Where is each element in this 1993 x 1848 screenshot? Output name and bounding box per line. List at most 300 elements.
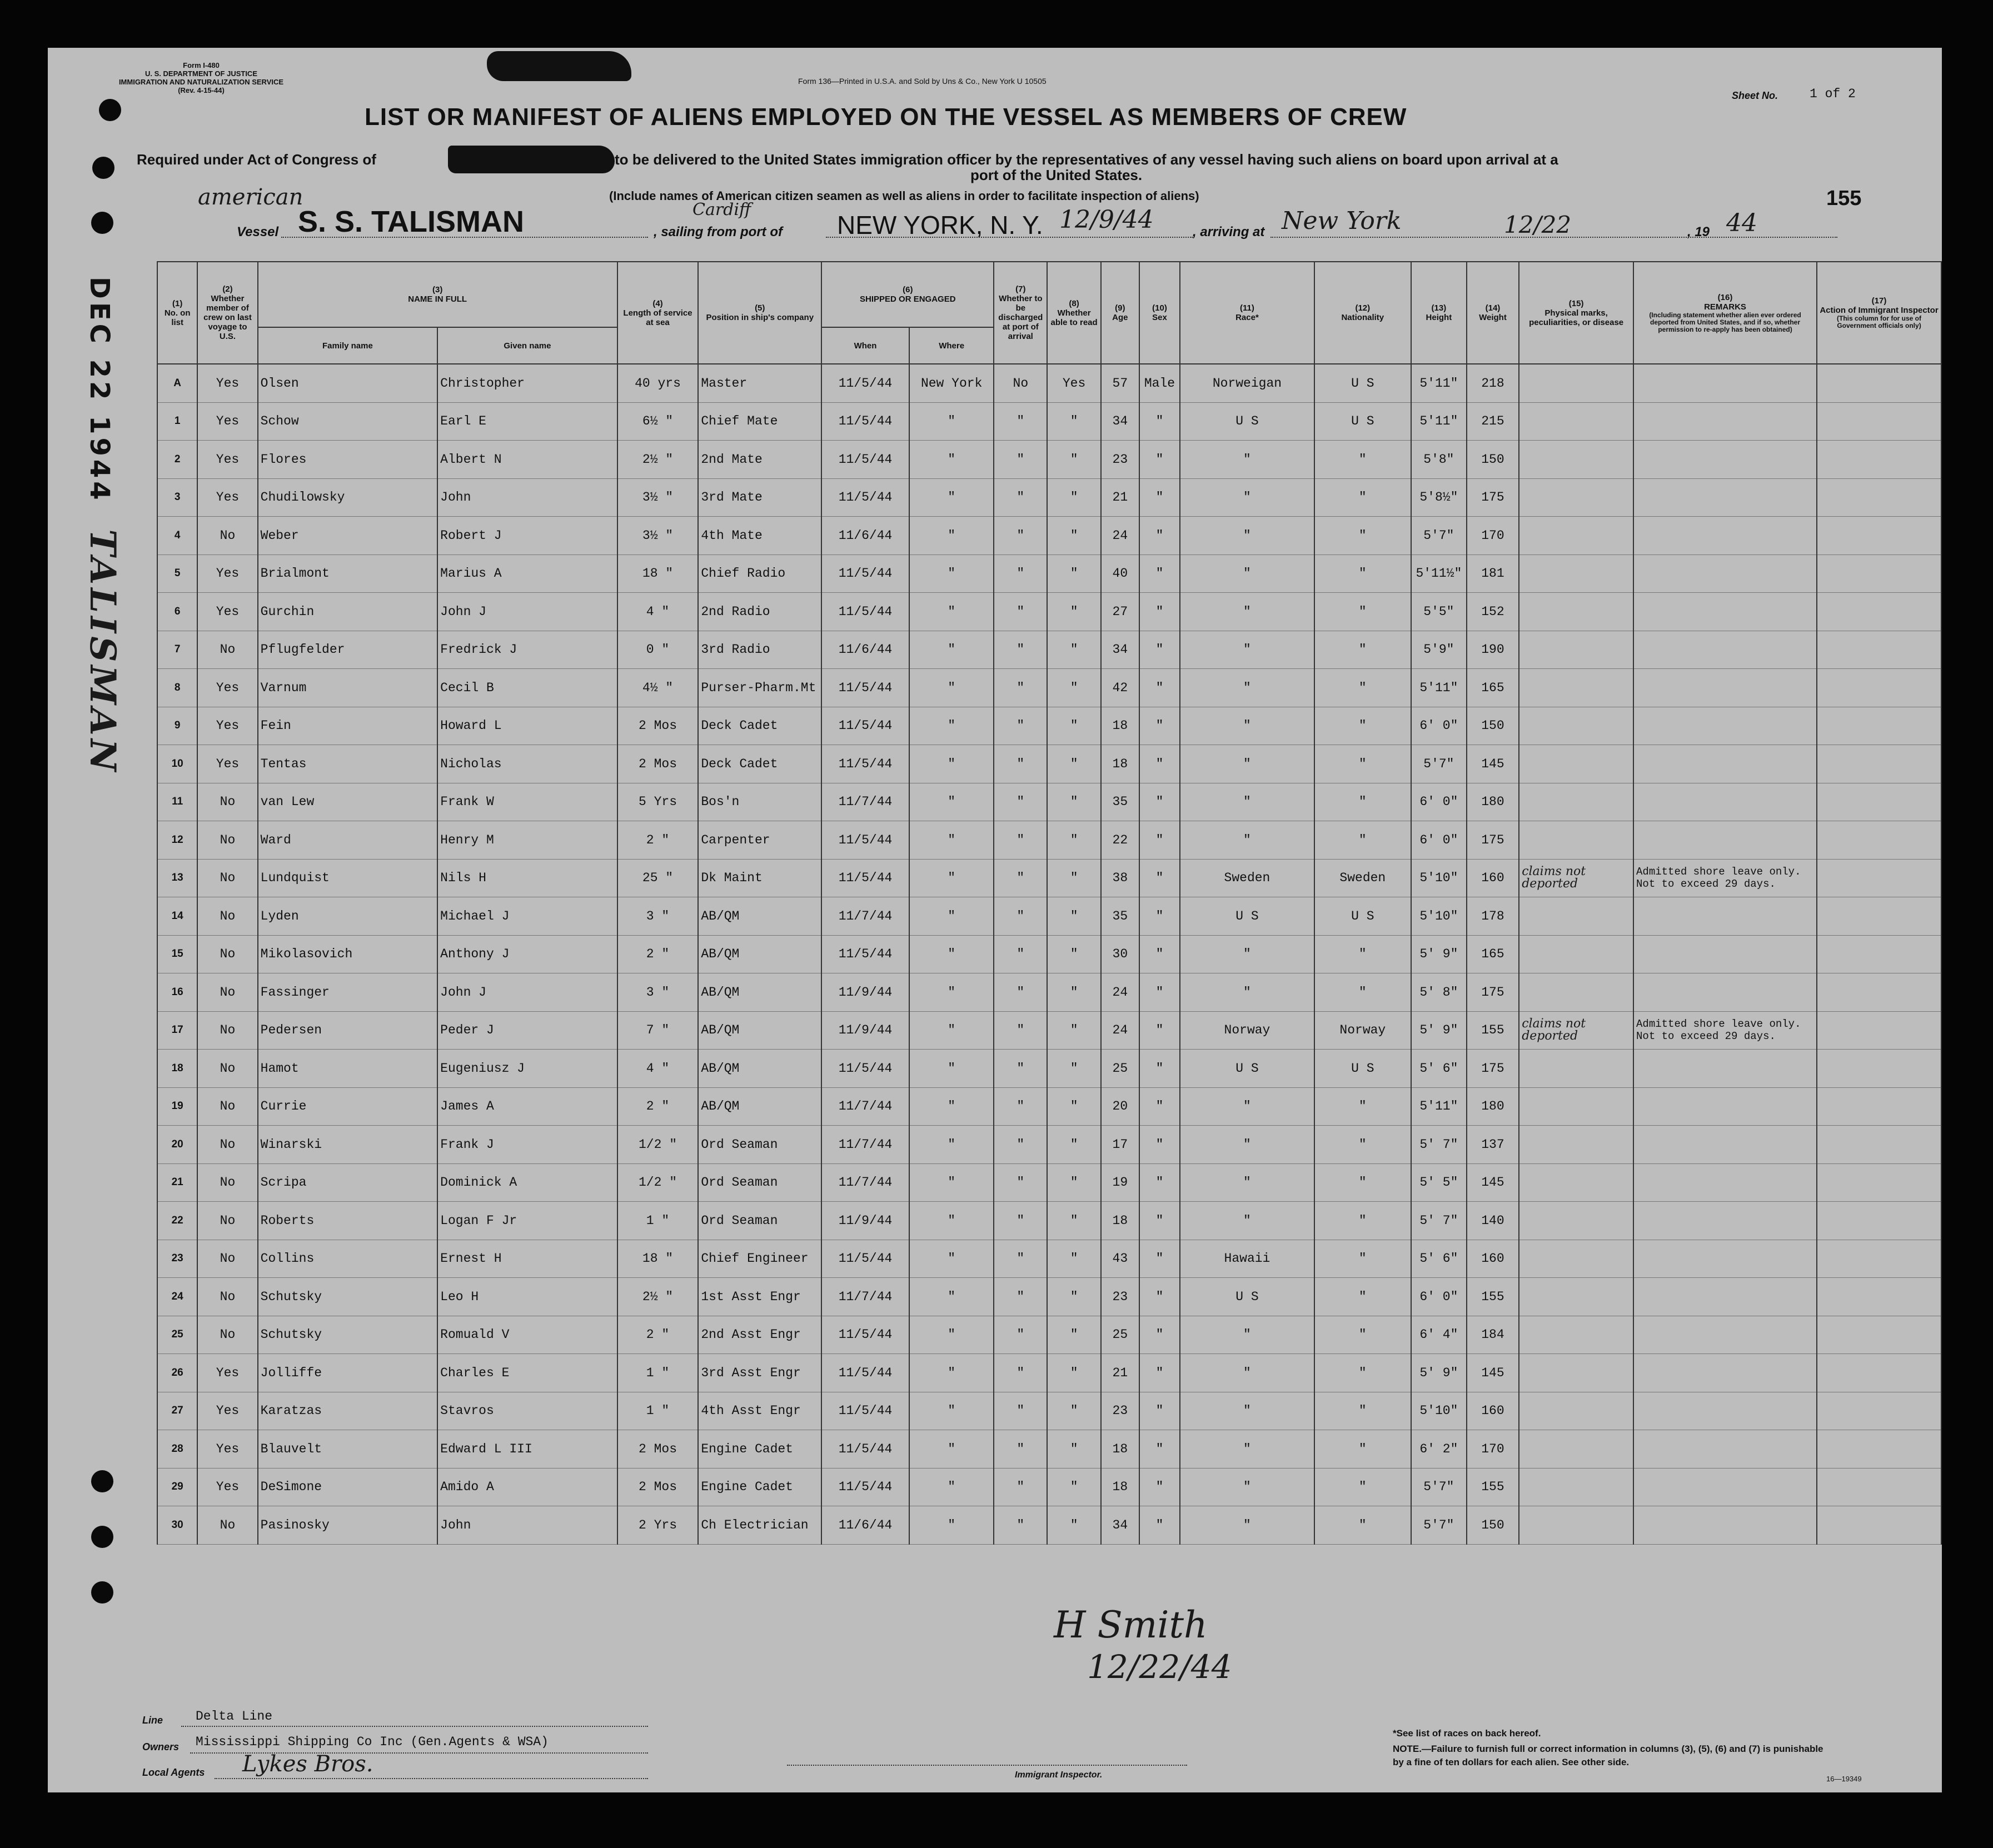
discharged-cell: ": [994, 821, 1047, 860]
service-cell: 3 ": [617, 973, 699, 1012]
marks-cell: [1519, 669, 1633, 707]
table-row: [157, 1087, 1941, 1126]
last-voyage-cell: No: [197, 1202, 257, 1240]
action-cell: [1817, 973, 1941, 1012]
action-cell: [1817, 1278, 1941, 1316]
table-row: [157, 1126, 1941, 1164]
sex-cell: ": [1139, 1240, 1180, 1278]
form-number: Form I-480: [183, 61, 220, 69]
agents-value: Lykes Bros.: [242, 1751, 373, 1777]
age-cell: 23: [1101, 1278, 1139, 1316]
race-cell: ": [1180, 935, 1314, 973]
table-row: [157, 364, 1941, 402]
sex-cell: ": [1139, 1392, 1180, 1430]
given-name-cell: Leo H: [437, 1278, 617, 1316]
col-num: (14): [1485, 303, 1501, 313]
punch-hole: [91, 1470, 113, 1492]
table-row: [157, 517, 1941, 555]
nationality-cell: ": [1314, 935, 1411, 973]
position-cell: Chief Engineer: [698, 1240, 821, 1278]
action-cell: [1817, 745, 1941, 783]
weight-cell: 178: [1467, 897, 1519, 936]
shipped-when-cell: 11/5/44: [821, 745, 909, 783]
nationality-cell: ": [1314, 973, 1411, 1012]
row-number: 24: [157, 1278, 197, 1316]
col-header-action: [1817, 262, 1941, 364]
row-number: 7: [157, 631, 197, 669]
sex-cell: ": [1139, 593, 1180, 631]
height-cell: 5'7": [1411, 1506, 1467, 1545]
given-name-cell: Henry M: [437, 821, 617, 860]
weight-cell: 145: [1467, 745, 1519, 783]
shipped-where-cell: ": [909, 555, 994, 593]
height-cell: 5'7": [1411, 1468, 1467, 1506]
read-cell: ": [1047, 1087, 1101, 1126]
remarks-cell: [1633, 1087, 1817, 1126]
position-cell: 2nd Asst Engr: [698, 1316, 821, 1354]
race-cell: Sweden: [1180, 859, 1314, 897]
shipped-when-cell: 11/7/44: [821, 1278, 909, 1316]
last-voyage-cell: No: [197, 897, 257, 936]
col-header-where: Where: [909, 327, 994, 364]
shipped-when-cell: 11/5/44: [821, 859, 909, 897]
nationality-cell: Sweden: [1314, 859, 1411, 897]
height-cell: 5' 6": [1411, 1240, 1467, 1278]
marks-cell: [1519, 745, 1633, 783]
age-cell: 18: [1101, 707, 1139, 745]
action-cell: [1817, 1316, 1941, 1354]
shipped-where-cell: ": [909, 1278, 994, 1316]
service-cell: 1 ": [617, 1392, 699, 1430]
given-name-cell: Albert N: [437, 441, 617, 479]
remarks-cell: [1633, 1278, 1817, 1316]
col-label: No. on list: [164, 308, 191, 327]
given-name-cell: Nils H: [437, 859, 617, 897]
nationality-cell: ": [1314, 1354, 1411, 1392]
shipped-when-cell: 11/5/44: [821, 1392, 909, 1430]
table-row: [157, 821, 1941, 860]
action-cell: [1817, 1468, 1941, 1506]
shipped-where-cell: ": [909, 402, 994, 441]
read-cell: ": [1047, 1392, 1101, 1430]
position-cell: Ord Seaman: [698, 1163, 821, 1202]
action-cell: [1817, 364, 1941, 402]
read-cell: ": [1047, 1163, 1101, 1202]
family-name-cell: Lundquist: [258, 859, 438, 897]
read-cell: ": [1047, 707, 1101, 745]
weight-cell: 175: [1467, 1050, 1519, 1088]
nationality-cell: ": [1314, 1240, 1411, 1278]
nationality-handwritten: american: [198, 184, 303, 210]
family-name-cell: Jolliffe: [258, 1354, 438, 1392]
discharged-cell: ": [994, 745, 1047, 783]
service-cell: 0 ": [617, 631, 699, 669]
remarks-cell: [1633, 707, 1817, 745]
position-cell: AB/QM: [698, 935, 821, 973]
family-name-cell: Schutsky: [258, 1316, 438, 1354]
discharged-cell: ": [994, 593, 1047, 631]
last-voyage-cell: No: [197, 935, 257, 973]
arriving-label: , arriving at: [1193, 224, 1265, 239]
row-number: 26: [157, 1354, 197, 1392]
row-number: 21: [157, 1163, 197, 1202]
shipped-where-cell: ": [909, 669, 994, 707]
race-cell: ": [1180, 1163, 1314, 1202]
marks-cell: [1519, 1240, 1633, 1278]
race-cell: U S: [1180, 897, 1314, 936]
family-name-cell: Blauvelt: [258, 1430, 438, 1469]
remarks-cell: [1633, 1050, 1817, 1088]
position-cell: 2nd Radio: [698, 593, 821, 631]
col-num: (6): [903, 285, 913, 294]
sex-cell: ": [1139, 745, 1180, 783]
sex-cell: ": [1139, 1163, 1180, 1202]
remarks-cell: Admitted shore leave only. Not to exceed 29 days.: [1633, 859, 1817, 897]
sex-cell: ": [1139, 1202, 1180, 1240]
action-cell: [1817, 1240, 1941, 1278]
discharged-cell: ": [994, 859, 1047, 897]
col-header-shipped: [821, 262, 994, 327]
row-number: 30: [157, 1506, 197, 1545]
col-num: (10): [1152, 303, 1167, 313]
row-number: 5: [157, 555, 197, 593]
given-name-cell: Logan F Jr: [437, 1202, 617, 1240]
age-cell: 22: [1101, 821, 1139, 860]
marks-cell: [1519, 1087, 1633, 1126]
sex-cell: ": [1139, 935, 1180, 973]
family-name-cell: Lyden: [258, 897, 438, 936]
table-row: [157, 631, 1941, 669]
sheet-label: Sheet No.: [1732, 90, 1778, 101]
row-number: 12: [157, 821, 197, 860]
col-label: Whether member of crew on last voyage to U.S.: [203, 294, 252, 341]
nationality-cell: ": [1314, 631, 1411, 669]
shipped-when-cell: 11/7/44: [821, 897, 909, 936]
read-cell: ": [1047, 1278, 1101, 1316]
action-cell: [1817, 1430, 1941, 1469]
table-row: [157, 669, 1941, 707]
service-cell: 1 ": [617, 1202, 699, 1240]
height-cell: 5'11": [1411, 669, 1467, 707]
age-cell: 38: [1101, 859, 1139, 897]
marks-cell: [1519, 1316, 1633, 1354]
row-number: 16: [157, 973, 197, 1012]
race-cell: ": [1180, 821, 1314, 860]
position-cell: Chief Mate: [698, 402, 821, 441]
height-cell: 5'10": [1411, 859, 1467, 897]
family-name-cell: Pedersen: [258, 1011, 438, 1050]
sex-cell: ": [1139, 441, 1180, 479]
col-header-last-voyage: [197, 262, 257, 364]
col-num: (8): [1069, 298, 1079, 308]
vessel-underline: [281, 237, 648, 238]
remarks-cell: [1633, 1126, 1817, 1164]
department: U. S. DEPARTMENT OF JUSTICE: [145, 69, 257, 78]
last-voyage-cell: No: [197, 1240, 257, 1278]
age-cell: 25: [1101, 1316, 1139, 1354]
family-name-cell: Varnum: [258, 669, 438, 707]
sex-cell: ": [1139, 1126, 1180, 1164]
service-cell: 25 ": [617, 859, 699, 897]
service-cell: 4 ": [617, 1050, 699, 1088]
table-row: [157, 555, 1941, 593]
race-cell: U S: [1180, 402, 1314, 441]
shipped-where-cell: ": [909, 1392, 994, 1430]
row-number: 29: [157, 1468, 197, 1506]
read-cell: ": [1047, 1011, 1101, 1050]
age-cell: 42: [1101, 669, 1139, 707]
nationality-cell: ": [1314, 478, 1411, 517]
race-cell: ": [1180, 1316, 1314, 1354]
position-cell: 4th Mate: [698, 517, 821, 555]
service-cell: 4½ ": [617, 669, 699, 707]
position-cell: Deck Cadet: [698, 745, 821, 783]
discharged-cell: ": [994, 1087, 1047, 1126]
position-cell: Chief Radio: [698, 555, 821, 593]
discharged-cell: ": [994, 669, 1047, 707]
weight-cell: 150: [1467, 1506, 1519, 1545]
table-row: [157, 1202, 1941, 1240]
col-header-remarks: [1633, 262, 1817, 364]
marks-cell: claims not deported: [1519, 1011, 1633, 1050]
arrival-date: 12/22: [1504, 211, 1572, 238]
given-name-cell: Marius A: [437, 555, 617, 593]
discharged-cell: ": [994, 1011, 1047, 1050]
remarks-cell: [1633, 1506, 1817, 1545]
age-cell: 23: [1101, 441, 1139, 479]
shipped-where-cell: ": [909, 1316, 994, 1354]
action-cell: [1817, 935, 1941, 973]
act-statement-line2: port of the United States.: [970, 167, 1143, 183]
given-name-cell: John: [437, 478, 617, 517]
remarks-cell: [1633, 1354, 1817, 1392]
shipped-when-cell: 11/5/44: [821, 1050, 909, 1088]
sex-cell: ": [1139, 669, 1180, 707]
discharged-cell: ": [994, 441, 1047, 479]
discharged-cell: No: [994, 364, 1047, 402]
given-name-cell: Frank J: [437, 1126, 617, 1164]
service-cell: 2 ": [617, 821, 699, 860]
discharged-cell: ": [994, 1202, 1047, 1240]
family-name-cell: DeSimone: [258, 1468, 438, 1506]
nationality-cell: ": [1314, 1316, 1411, 1354]
last-voyage-cell: Yes: [197, 364, 257, 402]
nationality-cell: Norway: [1314, 1011, 1411, 1050]
sex-cell: ": [1139, 555, 1180, 593]
service-cell: 18 ": [617, 1240, 699, 1278]
nationality-cell: ": [1314, 441, 1411, 479]
table-row: [157, 1050, 1941, 1088]
last-voyage-cell: No: [197, 973, 257, 1012]
service-cell: 2 Mos: [617, 1468, 699, 1506]
nationality-cell: ": [1314, 669, 1411, 707]
stamp-hand-name: TALISMAN: [82, 529, 123, 775]
col-num: (7): [1015, 284, 1026, 294]
sex-cell: ": [1139, 707, 1180, 745]
service-name: IMMIGRATION AND NATURALIZATION SERVICE: [118, 78, 284, 86]
shipped-when-cell: 11/6/44: [821, 631, 909, 669]
revision: (Rev. 4-15-44): [178, 86, 225, 94]
last-voyage-cell: Yes: [197, 669, 257, 707]
weight-cell: 160: [1467, 1392, 1519, 1430]
action-cell: [1817, 1354, 1941, 1392]
print-code: 16—19349: [1826, 1775, 1862, 1783]
col-num: (4): [652, 298, 663, 308]
last-voyage-cell: No: [197, 1506, 257, 1545]
shipped-when-cell: 11/5/44: [821, 478, 909, 517]
marks-cell: [1519, 935, 1633, 973]
marks-cell: [1519, 1392, 1633, 1430]
age-cell: 25: [1101, 1050, 1139, 1088]
remarks-cell: [1633, 402, 1817, 441]
discharged-cell: ": [994, 1316, 1047, 1354]
marks-cell: [1519, 1430, 1633, 1469]
read-cell: ": [1047, 1316, 1101, 1354]
weight-cell: 165: [1467, 669, 1519, 707]
family-name-cell: Weber: [258, 517, 438, 555]
col-label: Length of service at sea: [623, 308, 692, 327]
position-cell: Engine Cadet: [698, 1430, 821, 1469]
weight-cell: 170: [1467, 517, 1519, 555]
last-voyage-cell: Yes: [197, 1392, 257, 1430]
action-cell: [1817, 821, 1941, 860]
race-cell: ": [1180, 593, 1314, 631]
action-cell: [1817, 1163, 1941, 1202]
date-stamp: DEC 22 1944: [84, 277, 115, 503]
read-cell: ": [1047, 402, 1101, 441]
race-cell: Norweigan: [1180, 364, 1314, 402]
page-title: LIST OR MANIFEST OF ALIENS EMPLOYED ON THE VESSEL AS MEMBERS OF CREW: [365, 103, 1407, 131]
service-cell: 1/2 ": [617, 1163, 699, 1202]
discharged-cell: ": [994, 973, 1047, 1012]
shipped-when-cell: 11/7/44: [821, 1163, 909, 1202]
race-cell: ": [1180, 1354, 1314, 1392]
shipped-when-cell: 11/5/44: [821, 555, 909, 593]
last-voyage-cell: Yes: [197, 1430, 257, 1469]
shipped-where-cell: ": [909, 1087, 994, 1126]
last-voyage-cell: Yes: [197, 1468, 257, 1506]
sex-cell: ": [1139, 1430, 1180, 1469]
position-cell: Ch Electrician: [698, 1506, 821, 1545]
age-cell: 19: [1101, 1163, 1139, 1202]
service-cell: 18 ": [617, 555, 699, 593]
family-name-cell: Scripa: [258, 1163, 438, 1202]
weight-cell: 190: [1467, 631, 1519, 669]
marks-cell: [1519, 1202, 1633, 1240]
nationality-cell: ": [1314, 1506, 1411, 1545]
row-number: 8: [157, 669, 197, 707]
service-cell: 4 ": [617, 593, 699, 631]
row-number: 6: [157, 593, 197, 631]
last-voyage-cell: No: [197, 1087, 257, 1126]
service-cell: 3½ ": [617, 478, 699, 517]
shipped-where-cell: ": [909, 478, 994, 517]
last-voyage-cell: Yes: [197, 1354, 257, 1392]
col-label: Whether to be discharged at port of arrival: [998, 294, 1043, 341]
shipped-where-cell: ": [909, 1126, 994, 1164]
given-name-cell: John: [437, 1506, 617, 1545]
height-cell: 5'9": [1411, 631, 1467, 669]
marks-cell: [1519, 973, 1633, 1012]
position-cell: AB/QM: [698, 1011, 821, 1050]
read-cell: ": [1047, 1506, 1101, 1545]
service-cell: 1 ": [617, 1354, 699, 1392]
given-name-cell: John J: [437, 593, 617, 631]
inspector-signature: H Smith: [1054, 1604, 1208, 1646]
shipped-when-cell: 11/9/44: [821, 1011, 909, 1050]
marks-cell: [1519, 402, 1633, 441]
race-cell: ": [1180, 1506, 1314, 1545]
manifest-page: [48, 48, 1942, 1792]
height-cell: 5'11": [1411, 402, 1467, 441]
weight-cell: 180: [1467, 1087, 1519, 1126]
weight-cell: 175: [1467, 478, 1519, 517]
owners-label: Owners: [142, 1741, 180, 1752]
last-voyage-cell: Yes: [197, 593, 257, 631]
table-row: [157, 1430, 1941, 1469]
shipped-where-cell: ": [909, 517, 994, 555]
year-suffix: 44: [1726, 209, 1757, 237]
sailing-port-handwritten: Cardiff: [692, 200, 751, 219]
shipped-when-cell: 11/5/44: [821, 935, 909, 973]
date-stamp-vertical: [82, 277, 123, 775]
read-cell: ": [1047, 783, 1101, 821]
shipped-where-cell: ": [909, 1011, 994, 1050]
race-cell: ": [1180, 1087, 1314, 1126]
col-label: Age: [1112, 313, 1128, 322]
service-cell: 3 ": [617, 897, 699, 936]
height-cell: 5'7": [1411, 745, 1467, 783]
sex-cell: ": [1139, 1278, 1180, 1316]
table-row: [157, 1354, 1941, 1392]
table-row: [157, 1506, 1941, 1545]
position-cell: Ord Seaman: [698, 1202, 821, 1240]
marks-cell: [1519, 1278, 1633, 1316]
row-number: 11: [157, 783, 197, 821]
arriving-port: New York: [1282, 207, 1402, 235]
weight-cell: 145: [1467, 1354, 1519, 1392]
remarks-cell: [1633, 1163, 1817, 1202]
height-cell: 6' 0": [1411, 1278, 1467, 1316]
last-voyage-cell: Yes: [197, 707, 257, 745]
remarks-cell: [1633, 1316, 1817, 1354]
col-header-read: [1047, 262, 1101, 364]
col-header-sex: [1139, 262, 1180, 364]
table-row: [157, 935, 1941, 973]
discharged-cell: ": [994, 707, 1047, 745]
age-cell: 34: [1101, 1506, 1139, 1545]
last-voyage-cell: Yes: [197, 555, 257, 593]
age-cell: 17: [1101, 1126, 1139, 1164]
given-name-cell: Nicholas: [437, 745, 617, 783]
table-row: [157, 441, 1941, 479]
shipped-where-cell: ": [909, 783, 994, 821]
col-label: Sex: [1152, 313, 1167, 322]
race-cell: ": [1180, 1392, 1314, 1430]
family-name-cell: Pasinosky: [258, 1506, 438, 1545]
sex-cell: ": [1139, 1468, 1180, 1506]
discharged-cell: ": [994, 935, 1047, 973]
col-header-service: [617, 262, 699, 364]
weight-cell: 215: [1467, 402, 1519, 441]
col-header-no: [157, 262, 197, 364]
inspector-underline: [787, 1765, 1187, 1766]
action-cell: [1817, 669, 1941, 707]
last-voyage-cell: Yes: [197, 402, 257, 441]
given-name-cell: Romuald V: [437, 1316, 617, 1354]
shipped-when-cell: 11/9/44: [821, 1202, 909, 1240]
shipped-where-cell: ": [909, 935, 994, 973]
